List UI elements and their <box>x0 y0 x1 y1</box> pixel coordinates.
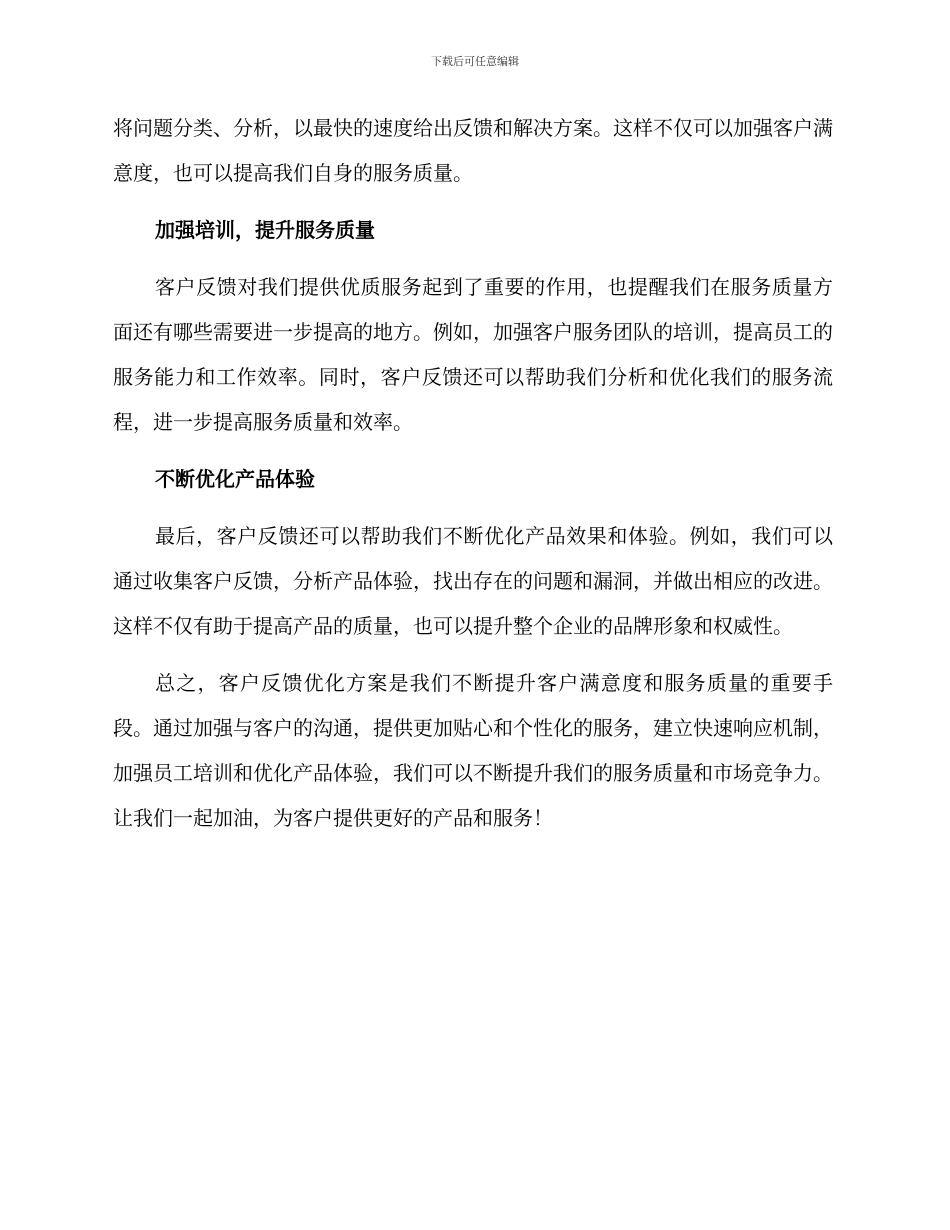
header-note: 下载后可任意编辑 <box>431 55 519 68</box>
document-body <box>113 106 833 841</box>
paragraph-continuation: 将问题分类、分析，以最快的速度给出反馈和解决方案。这样不仅可以加强客户满意度，也可以提高我们自身的服务质量。 <box>113 116 833 185</box>
section-heading-training: 加强培训，提升服务质量 <box>155 218 375 242</box>
paragraph-conclusion: 总之，客户反馈优化方案是我们不断提升客户满意度和服务质量的重要手段。通过加强与客户的沟通，提供更加贴心和个性化的服务，建立快速响应机制，加强员工培训和优化产品体验，我们可以不断提升我们的服务质量和市场竞争力。让我们一起加油，为客户提供更好的产品和服务！ <box>113 671 833 830</box>
section-heading-product-experience: 不断优化产品体验 <box>155 467 315 491</box>
paragraph-product-experience: 最后，客户反馈还可以帮助我们不断优化产品效果和体验。例如，我们可以通过收集客户反馈，分析产品体验，找出存在的问题和漏洞，并做出相应的改进。这样不仅有助于提高产品的质量，也可以提升整个企业的品牌形象和权威性。 <box>113 524 833 638</box>
paragraph-training: 客户反馈对我们提供优质服务起到了重要的作用，也提醒我们在服务质量方面还有哪些需要进一步提高的地方。例如，加强客户服务团队的培训，提高员工的服务能力和工作效率。同时，客户反馈还可以帮助我们分析和优化我们的服务流程，进一步提高服务质量和效率。 <box>113 275 833 434</box>
